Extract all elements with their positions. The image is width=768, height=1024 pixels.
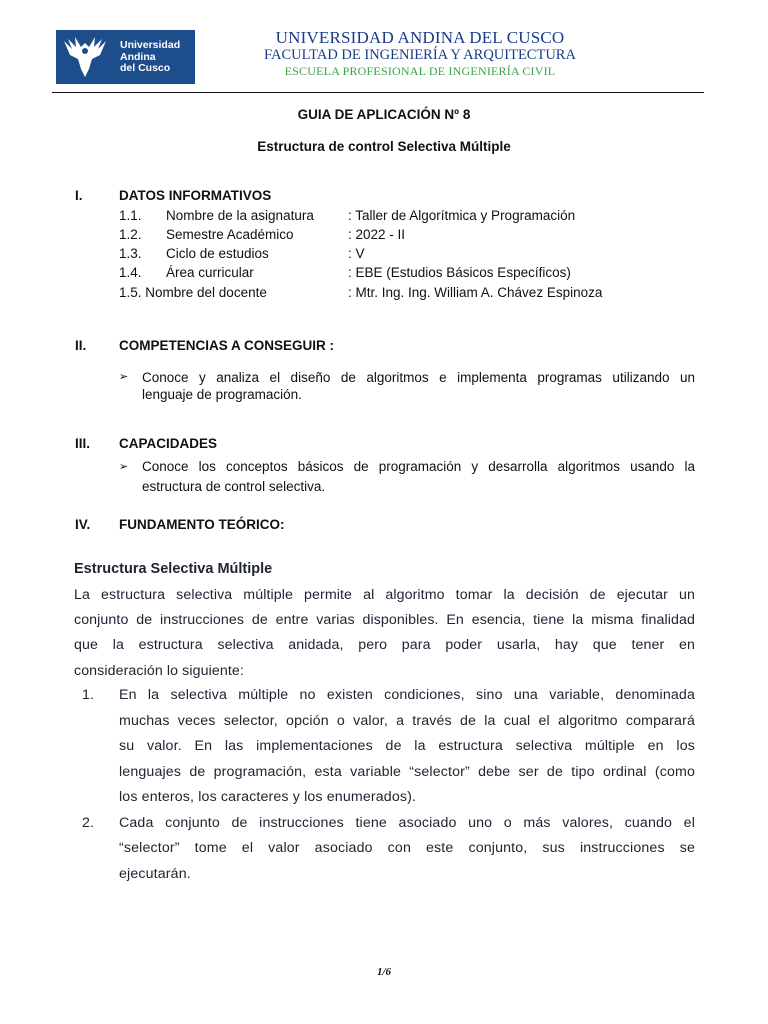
info-row-num: 1.3.	[119, 246, 142, 261]
page-number: 1/6	[376, 966, 392, 978]
section-number: III.	[75, 436, 91, 451]
arrow-bullet-icon: ➢	[119, 371, 129, 383]
info-row-value: : Taller de Algorítmica y Programación	[348, 208, 576, 223]
info-row-value: : V	[348, 246, 365, 261]
university-logo	[56, 30, 195, 84]
header-divider	[52, 92, 704, 93]
condor-logo-icon	[62, 35, 108, 79]
section-title-datos: DATOS INFORMATIVOS	[119, 188, 272, 203]
section-number: IV.	[75, 517, 91, 532]
list-item: 2. Cada conjunto de instrucciones tiene asociado uno o más valores, cuando el “selector” tome el valor asociado con este conjunto, sus instrucciones se ejecutarán.	[82, 814, 695, 882]
competencia-bullet: ➢ Conoce y analiza el diseño de algoritmos e implementa programas utilizando un lenguaje de programación.	[119, 370, 695, 402]
theory-paragraph: La estructura selectiva múltiple permite al algoritmo tomar la decisión de ejecutar un conjunto de instrucciones de entre varias disponibles. En esencia, tiene la misma finalidad que la estructura selectiva anidada, pero para poder usarla, hay que tener en consideración lo siguiente:	[74, 587, 695, 679]
capacidad-bullet: ➢ Conoce los conceptos básicos de programación y desarrolla algoritmos usando la estructura de control selectiva.	[119, 459, 695, 494]
info-row-label: Área curricular	[166, 265, 254, 280]
info-row-label: Semestre Académico	[166, 227, 294, 242]
info-row-num: 1.5. Nombre del docente	[119, 285, 267, 300]
logo-wordmark: Universidad Andina del Cusco	[120, 39, 181, 74]
school-name: ESCUELA PROFESIONAL DE INGENIERÍA CIVIL	[284, 64, 556, 78]
info-row-num: 1.2.	[119, 227, 142, 242]
info-row-value: : EBE (Estudios Básicos Específicos)	[348, 265, 571, 280]
section-number: I.	[75, 188, 83, 203]
theory-heading: Estructura Selectiva Múltiple	[74, 561, 273, 577]
guide-title: GUIA DE APLICACIÓN Nº 8	[297, 107, 471, 122]
info-row-num: 1.4.	[119, 265, 142, 280]
arrow-bullet-icon: ➢	[119, 461, 129, 473]
university-name: UNIVERSIDAD ANDINA DEL CUSCO	[275, 28, 565, 47]
info-row-label: Ciclo de estudios	[166, 246, 269, 261]
info-row-label: Nombre de la asignatura	[166, 208, 314, 223]
guide-subtitle: Estructura de control Selectiva Múltiple	[257, 139, 511, 154]
faculty-name: FACULTAD DE INGENIERÍA Y ARQUITECTURA	[264, 47, 576, 63]
list-item: 1. En la selectiva múltiple no existen condiciones, sino una variable, denominada muchas veces selector, opción o valor, a través de la cual el algoritmo comparará su valor. En las implementaciones de la estructura selectiva múltiple en los lenguajes de programación, esta variable “selector” debe ser de tipo ordinal (como los enteros, los caracteres y los enumerados).	[82, 687, 695, 805]
section-title-capacidades: CAPACIDADES	[119, 436, 218, 451]
section-number: II.	[75, 338, 87, 353]
section-title-fundamento: FUNDAMENTO TEÓRICO:	[119, 517, 285, 532]
info-row-value: : Mtr. Ing. Ing. William A. Chávez Espinoza	[348, 285, 603, 300]
section-title-competencias: COMPETENCIAS A CONSEGUIR :	[119, 338, 335, 353]
info-row-num: 1.1.	[119, 208, 142, 223]
theory-list	[74, 683, 695, 887]
info-row-value: : 2022 - II	[348, 227, 406, 242]
